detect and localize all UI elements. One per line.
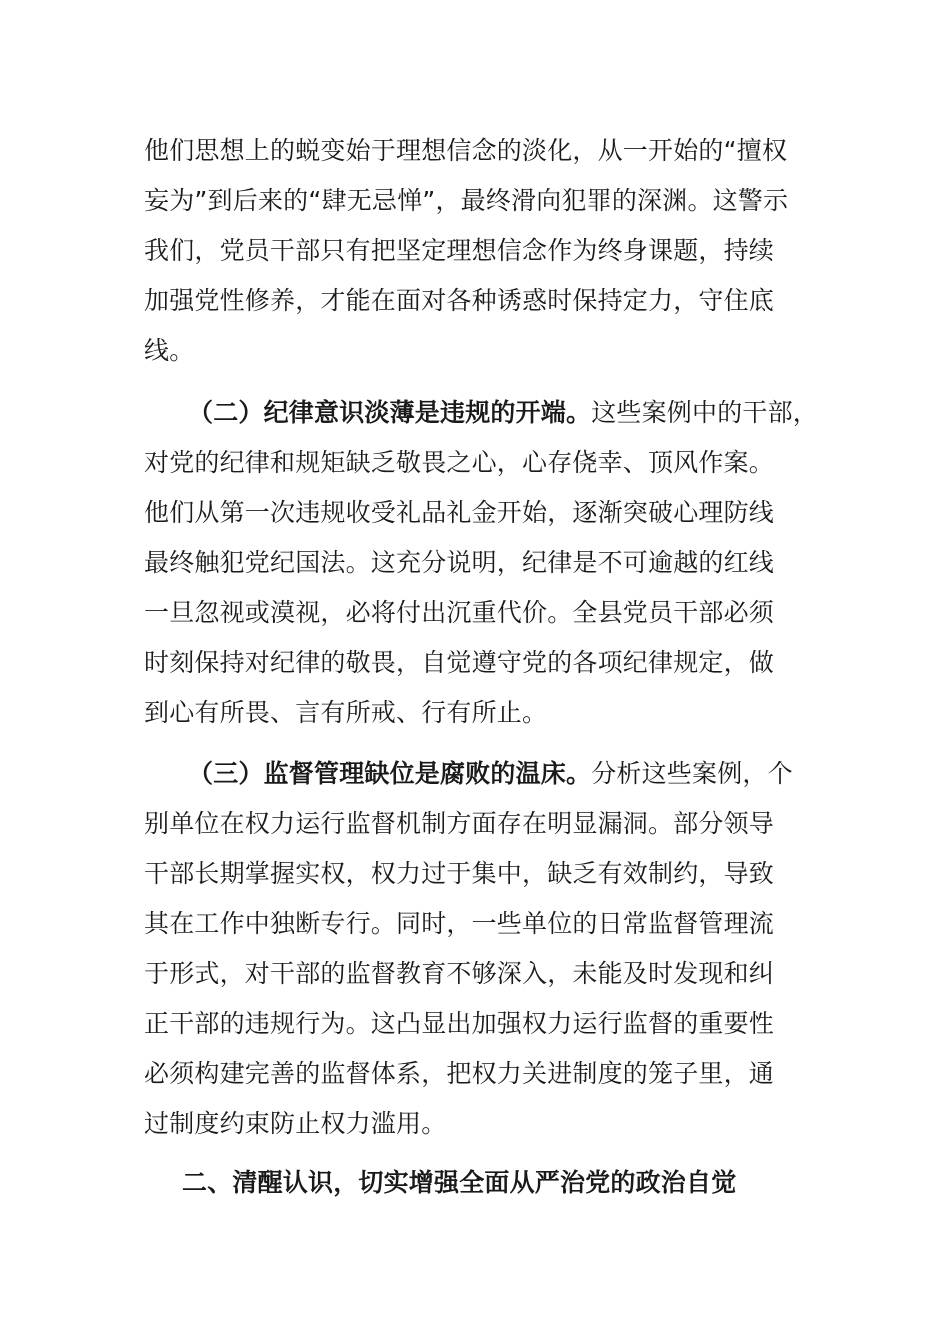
- paragraph-line: 妄为”到后来的“肆无忌惮”，最终滑向犯罪的深渊。这警示: [144, 186, 789, 215]
- paragraph-first-line: [188, 757, 793, 791]
- paragraph-text: 分析这些案例，个: [591, 759, 793, 788]
- paragraph-line: 必须构建完善的监督体系，把权力关进制度的笼子里，通: [144, 1059, 775, 1088]
- paragraph-line: 别单位在权力运行监督机制方面存在明显漏洞。部分领导: [144, 809, 775, 838]
- paragraph-first-line: [188, 396, 818, 430]
- paragraph-line: 正干部的违规行为。这凸显出加强权力运行监督的重要性: [144, 1009, 775, 1038]
- subsection-heading: （三）监督管理缺位是腐败的温床。: [188, 759, 592, 788]
- paragraph-text: 这些案例中的干部，: [591, 398, 819, 427]
- paragraph-line: 干部长期掌握实权，权力过于集中，缺乏有效制约，导致: [144, 859, 775, 888]
- paragraph-line: 到心有所畏、言有所戒、行有所止。: [144, 698, 548, 727]
- paragraph-line: 他们从第一次违规收受礼品礼金开始，逐渐突破心理防线: [144, 498, 775, 527]
- paragraph-line: 对党的纪律和规矩缺乏敬畏之心，心存侥幸、顶风作案。: [144, 448, 775, 477]
- section-heading: 二、清醒认识，切实增强全面从严治党的政治自觉: [182, 1168, 737, 1197]
- paragraph-line: 一旦忽视或漠视，必将付出沉重代价。全县党员干部必须: [144, 598, 775, 627]
- paragraph-line: 过制度约束防止权力滥用。: [144, 1109, 447, 1138]
- paragraph-line: 最终触犯党纪国法。这充分说明，纪律是不可逾越的红线: [144, 548, 775, 577]
- subsection-heading: （二）纪律意识淡薄是违规的开端。: [188, 398, 592, 427]
- paragraph-line: 他们思想上的蜕变始于理想信念的淡化，从一开始的“擅权: [144, 136, 788, 165]
- paragraph-line: 加强党性修养，才能在面对各种诱惑时保持定力，守住底: [144, 286, 775, 315]
- paragraph-line: 其在工作中独断专行。同时，一些单位的日常监督管理流: [144, 909, 775, 938]
- paragraph-line: 时刻保持对纪律的敬畏，自觉遵守党的各项纪律规定，做: [144, 648, 775, 677]
- paragraph-line: 线。: [144, 336, 195, 365]
- paragraph-line: 我们，党员干部只有把坚定理想信念作为终身课题，持续: [144, 236, 775, 265]
- paragraph-line: 于形式，对干部的监督教育不够深入，未能及时发现和纠: [144, 959, 775, 988]
